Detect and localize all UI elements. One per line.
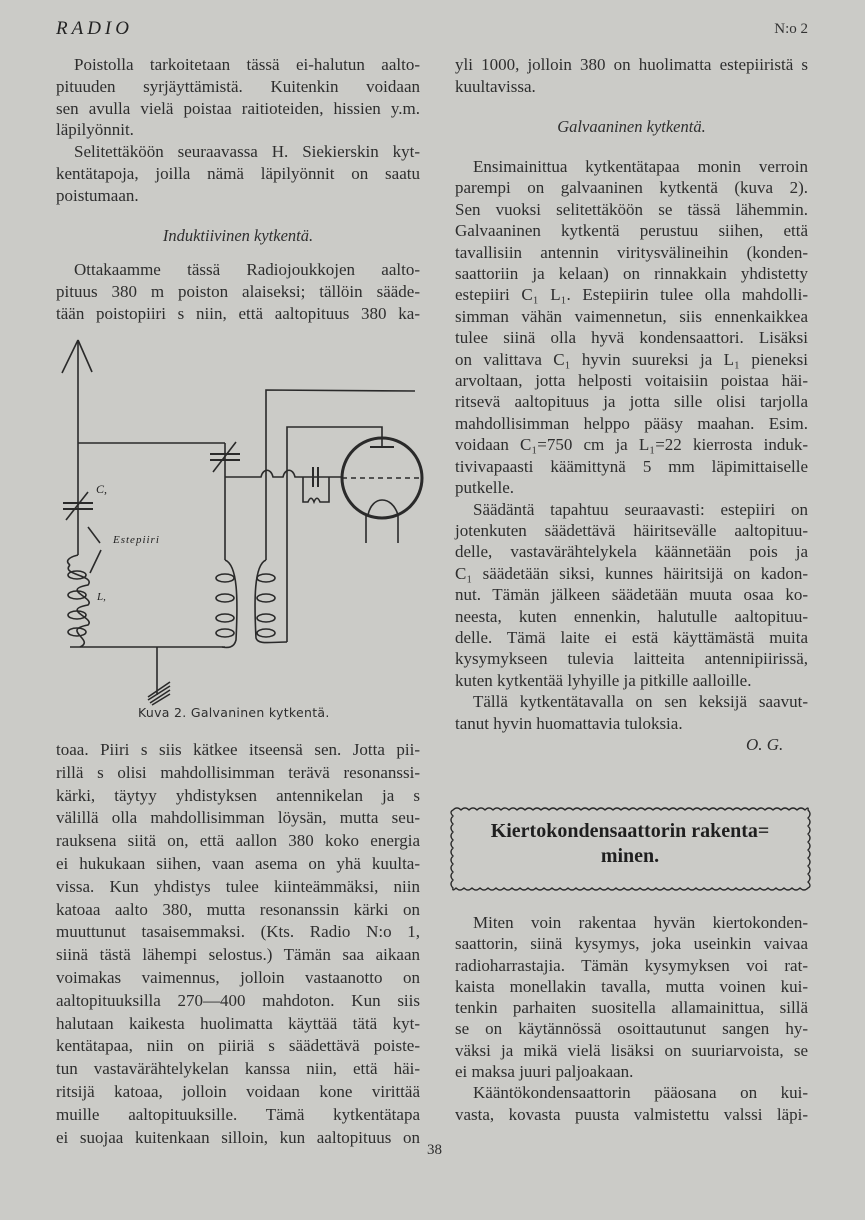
coil-l1-icon bbox=[68, 555, 90, 647]
page-number: 38 bbox=[427, 1142, 442, 1158]
text-line: tään poistopiiri s niin, että aaltopituus 380 ka- bbox=[56, 303, 420, 323]
text-line: vissa. Kun yhdistys tulee kiinteämmäksi, niin bbox=[56, 876, 420, 896]
text-line: tivivapaasti käämittynä 5 mm läpimittaiselle bbox=[455, 456, 808, 476]
paragraph bbox=[56, 739, 420, 1149]
text-line: poistumaan. bbox=[56, 185, 139, 205]
text-line: simman vähän vaimennetun, siis ennenkaikkea bbox=[455, 306, 808, 326]
text-line: ei hukukaan siihen, vaan asema on yhä kuulta- bbox=[56, 853, 420, 873]
text-line: parempi on galvaaninen kytkentä (kuva 2). bbox=[455, 178, 808, 198]
text-line: pituuden syrjäyttämistä. Kuitenkin voidaan bbox=[56, 76, 420, 96]
text-line: Ottakaamme tässä Radiojoukkojen aalto- bbox=[74, 260, 420, 279]
article-title-line-2: minen. bbox=[600, 845, 660, 867]
text-line: katoaa aalto 380, mutta resonanssin kärki on bbox=[56, 899, 420, 919]
paragraph bbox=[455, 156, 808, 499]
text-line: Tällä kytkentätavalla on sen keksijä saavut- bbox=[473, 692, 808, 712]
text-line: tenkin parhaiten suositella allamainittua, sillä bbox=[455, 998, 808, 1018]
left-text-3 bbox=[56, 739, 420, 1149]
paragraph bbox=[455, 54, 808, 98]
article-title-box bbox=[452, 808, 808, 890]
subheading-galvaaninen: Galvaaninen kytkentä. bbox=[557, 117, 706, 136]
text-line: läpilyönnit. bbox=[56, 120, 134, 140]
text-line: muuttunut tasaisemmaksi. (Kts. Radio N:o 1, bbox=[56, 922, 420, 942]
figure-caption: Kuva 2. Galvaninen kytkentä. bbox=[138, 705, 330, 720]
text-line: ritsevä aaltopituus ja jotta sille olisi tarjolla bbox=[455, 392, 808, 412]
paragraph bbox=[455, 912, 808, 1082]
text-line: aaltopituuksilla 270—400 mahdoton. Kun siis bbox=[56, 990, 420, 1010]
paragraph bbox=[455, 1082, 808, 1125]
text-line: kuultavissa. bbox=[455, 76, 536, 96]
text-line: kuten kytkentää lyhyille ja pitkille aalloille. bbox=[455, 670, 752, 690]
article-title-line-1: Kiertokondensaattorin rakenta= bbox=[490, 820, 770, 842]
text-line: Galvaaninen kytkentä perustuu siihen, että bbox=[455, 221, 808, 241]
text-line: estepiiri C₁ L₁. Estepiirin tulee olla mahdolli- bbox=[455, 285, 808, 305]
text-line: ei suojaa kuitenkaan silloin, kun aaltopituus on bbox=[56, 1127, 420, 1147]
text-line: arvoltaan, jotta helposti voitaisiin poistaa häi- bbox=[455, 371, 808, 391]
text-line: pituus 380 m poiston alaiseksi; tällöin sääde- bbox=[56, 281, 420, 301]
text-line: ritsijä katoaa, jolloin voidaan kone virittää bbox=[56, 1081, 420, 1101]
text-line: toaa. Piiri s siis kätkee itseensä sen. Jotta pii- bbox=[56, 740, 420, 759]
text-line: mahdollisimman helppo pääsy maahan. Esim. bbox=[455, 413, 808, 433]
text-line: kentätapaa, niin on piiriä s säädettävä poiste- bbox=[56, 1036, 420, 1056]
text-line: tavallisiin antennin viritysvälineihin (konden- bbox=[455, 242, 808, 262]
text-line: se on käytännössä osoittautunut sangen hy- bbox=[455, 1019, 808, 1039]
text-line: delle, vastavärähtelykela käännetään pois ja bbox=[455, 542, 808, 562]
text-line: tulee siinä olla hyvä kondensaattori. Lisäksi bbox=[455, 328, 808, 348]
subheading-induktiivinen: Induktiivinen kytkentä. bbox=[162, 226, 314, 245]
text-line: radioharrastajia. Tämän kysymyksen voi rat- bbox=[455, 955, 808, 975]
text-line: siinä tästä lähempi selostus.) Tämän saa aikaan bbox=[56, 945, 420, 965]
right-text-3 bbox=[455, 912, 808, 1125]
text-line: Miten voin rakentaa hyvän kiertokonden- bbox=[473, 913, 808, 932]
coil-antenna-icon bbox=[216, 560, 237, 647]
running-title: RADIO bbox=[56, 18, 133, 39]
text-line: saattoriin ja kelaan) on rinnakkain yhdistetty bbox=[455, 264, 808, 284]
text-line: Kääntökondensaattorin pääosana on kui- bbox=[473, 1083, 808, 1103]
issue-number: N:o 2 bbox=[774, 21, 808, 37]
grid-capacitor-icon bbox=[303, 467, 329, 502]
text-line: kentätapoja, joilla nämä läpilyönnit on saatu bbox=[56, 163, 420, 183]
text-line: vasta, kovasta puusta valmistettu valssi läpi- bbox=[455, 1104, 808, 1124]
text-line: putkelle. bbox=[455, 478, 515, 498]
text-line: väksi ja mikä vielä lisäksi on suuriarvoista, se bbox=[455, 1040, 808, 1060]
text-line: neesta, kuten ennenkin, halutulle aaltopituu- bbox=[455, 606, 808, 626]
text-line: tanut hyvin huomattavia tuloksia. bbox=[455, 713, 683, 733]
text-line: Selitettäköön seuraavassa H. Siekierskin kyt- bbox=[74, 142, 420, 162]
author-signature: O. G. bbox=[746, 735, 784, 754]
label-estepiiri: Estepiiri bbox=[113, 534, 160, 546]
paragraph bbox=[455, 499, 808, 692]
text-line: ei maksa juuri paljoakaan. bbox=[455, 1062, 634, 1082]
text-line: kysymykseen tulevia laitteita antennipiirissä, bbox=[455, 649, 808, 669]
right-text-2 bbox=[455, 156, 808, 734]
text-line: rauksena siitä on, että aallon 380 koko energia bbox=[56, 831, 420, 851]
text-line: Ensimainittua kytkentätapaa monin verroin bbox=[473, 157, 808, 176]
text-line: C₁ säädetään siksi, kunnes häiritsijä on kadon- bbox=[455, 563, 808, 583]
text-line: Sen vuoksi selitettäköön se tässä lähemmin. bbox=[455, 199, 808, 219]
vacuum-tube-icon bbox=[342, 438, 422, 543]
text-line: muille aaltopituuksille. Tämä kytkentätapa bbox=[56, 1104, 420, 1124]
text-line: nut. Tämän jälkeen säädetään muuta osaa ko- bbox=[455, 585, 808, 605]
text-line: kaista monellakin tavalla, mutta voinen kui- bbox=[455, 976, 808, 996]
text-line: Säädäntä tapahtuu seuraavasti: estepiiri on bbox=[473, 499, 808, 519]
text-line: voidaan C₁=750 cm ja L₁=22 kierrosta induk- bbox=[455, 435, 808, 455]
label-c1: C, bbox=[96, 482, 108, 496]
text-line: voimakas vaimennus, jolloin vastaanotto on bbox=[56, 967, 420, 987]
text-line: sen avulla vielä poistaa raitioteiden, hissien y.m. bbox=[56, 98, 420, 118]
text-line: rillä s olisi mahdollisimman terävä resonanssi- bbox=[56, 762, 420, 782]
text-line: jotenkuten säädettävä häiritsevälle aaltopituu- bbox=[455, 520, 808, 540]
antenna-icon bbox=[62, 340, 92, 555]
text-line: yli 1000, jolloin 380 on huolimatta estepiiristä s bbox=[455, 55, 808, 74]
text-line: kärki, täytyy yhdistyksen antennikelan ja s bbox=[56, 785, 420, 805]
text-line: tun vastavärähtelykelan kanssa niin, että häi- bbox=[56, 1059, 420, 1079]
text-line: delle. Tämä laite ei estä käyttämästä muita bbox=[455, 627, 808, 647]
text-line: saattorin, siinä kysymys, joka useinkin vaivaa bbox=[455, 934, 808, 954]
text-line: halutaan kaikesta huolimatta käyttää tätä kyt- bbox=[56, 1013, 420, 1033]
right-text-1 bbox=[455, 54, 808, 98]
text-line: Poistolla tarkoitetaan tässä ei-halutun aalto- bbox=[74, 55, 420, 74]
ground-icon bbox=[148, 647, 170, 705]
text-line: välillä olla mahdollisimman löysän, mutta seu- bbox=[56, 808, 420, 828]
label-l1: L, bbox=[97, 591, 106, 603]
coil-reaction-icon bbox=[255, 560, 287, 643]
text-line: on valittava C₁ hyvin suureksi ja L₁ pieneksi bbox=[455, 349, 808, 369]
paragraph bbox=[455, 691, 808, 734]
